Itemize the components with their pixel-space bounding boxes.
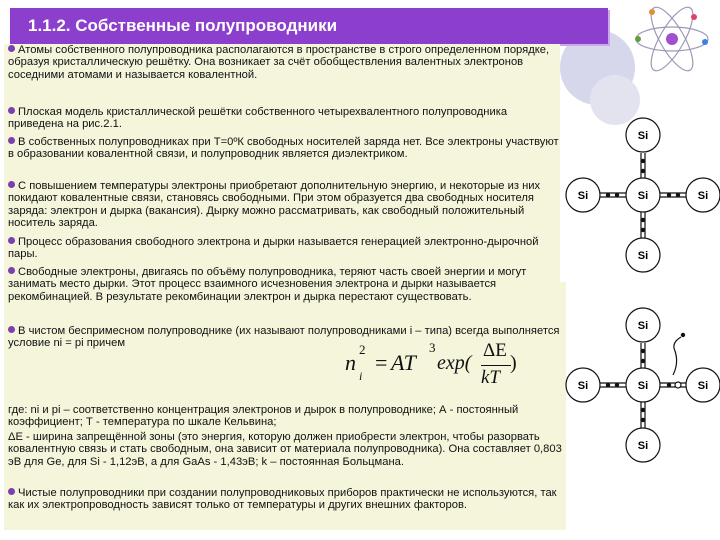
paragraph-7: В чистом беспримесном полупроводнике (их называют полупроводниками i – типа) всегда выполняется условие ni = pi причем: [8, 325, 560, 350]
paragraph-1: Атомы собственного полупроводника располагаются в пространстве в строго определенном порядке, образуя кристаллическую решётку. Она возникает за счёт обобществления валентных электронов соседними атомами и называется ковалентной.: [8, 44, 550, 81]
bullet-icon: [8, 45, 15, 52]
paragraph-8: где: ni и pi – соответственно концентрация электронов и дырок в полупроводнике; А - постоянный коэффициент; Т - температура по шкале Кельвина;: [8, 404, 519, 429]
atom-bottom: Si: [637, 250, 649, 262]
bullet-icon: [8, 326, 15, 333]
formula-eq: =: [375, 350, 388, 375]
paragraph-3: В собственных полупроводниках при Т=0ºК свободных носителей заряда нет. Все электроны участвуют в образовании ковалентной связи, и полупроводник является диэлектриком.: [8, 136, 559, 161]
atom-top: Si: [637, 320, 649, 332]
atom-right: Si: [697, 190, 709, 202]
atom-bottom: Si: [637, 440, 649, 452]
paragraph-4: С повышением температуры электроны приобретают дополнительную энергию, и некоторые из них покидают ковалентные связи, становясь свободными. При этом образуется два свободных носителя заряда: электрон и дырка (вакансия). Дырку можно рассматривать, как свободный положительный носитель заряда.: [8, 180, 541, 229]
formula-at: AT: [391, 350, 416, 375]
page-title: 1.1.2. Собственные полупроводники: [28, 16, 338, 35]
atom-left: Si: [577, 190, 589, 202]
paragraph-6: Свободные электроны, двигаясь по объёму полупроводника, теряют часть своей энергии и могут занимать место дырки. Этот процесс взаимного исчезновения электрона и дырки называется рекомбинацией. В результате рекомбинации электрон и дырка перестают существовать.: [8, 266, 527, 303]
bullet-icon: [8, 267, 15, 274]
atom-logo-icon: [630, 4, 714, 74]
lattice-diagram-pure: [565, 115, 720, 275]
formula-denominator: kT: [481, 367, 500, 388]
bullet-icon: [8, 488, 15, 495]
bullet-icon: [8, 181, 15, 188]
paragraph-9: ΔЕ - ширина запрещённой зоны (это энергия, которую должен приобрести электрон, чтобы разорвать ковалентную связь и стать свободным, она зависит от материала полупроводника). Она составляет 0,803 эВ для Gе, для Si - 1,12эВ, а для GаАs - 1,43эВ; k – постоянная Больцмана.: [8, 431, 562, 468]
bullet-icon: [8, 237, 15, 244]
concentration-formula: [345, 340, 525, 392]
bullet-icon: [8, 107, 15, 114]
atom-center: Si: [637, 190, 649, 202]
formula-n-sub: i: [359, 369, 363, 383]
formula-numerator: ΔE: [483, 340, 507, 361]
formula-t-sup: 3: [429, 340, 436, 355]
formula-exp: exp(: [437, 352, 472, 374]
bullet-icon: [8, 137, 15, 144]
fraction-line: [481, 365, 511, 366]
title-bar: [10, 8, 608, 44]
formula-n: n: [345, 350, 356, 375]
atom-center: Si: [637, 380, 649, 392]
lattice-diagram-generation: [565, 305, 720, 465]
atom-top: Si: [637, 130, 649, 142]
atom-right: Si: [697, 380, 709, 392]
formula-rparen: ): [510, 352, 517, 374]
atom-left: Si: [577, 380, 589, 392]
paragraph-5: Процесс образования свободного электрона и дырки называется генерацией электронно-дырочной пары.: [8, 236, 539, 261]
paragraph-10: Чистые полупроводники при создании полупроводниковых приборов практически не используются, так как их электропроводность зависят только от температуры и других внешних факторов.: [8, 487, 557, 512]
paragraph-2: Плоская модель кристаллической решётки собственного четырехвалентного полупроводника приведена на рис.2.1.: [8, 106, 508, 131]
formula-n-sup: 2: [359, 342, 366, 357]
